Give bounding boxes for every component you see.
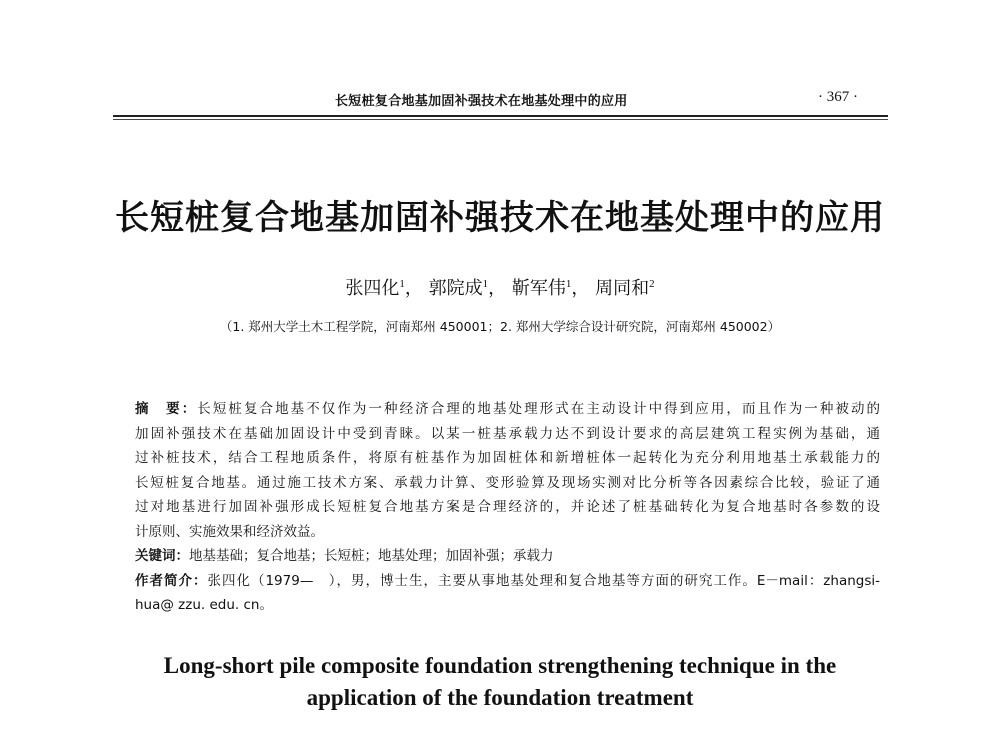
- author-bio-email: hua@ zzu. edu. cn。: [135, 597, 273, 613]
- english-title-line: Long-short pile composite foundation strengthening technique in the: [163, 653, 837, 678]
- abstract-line: 长短桩复合地基。通过施工技术方案、承载力计算、变形验算及现场实测对比分析等各因素综合比较，验证了通: [135, 474, 880, 491]
- header-rule-thin: [113, 119, 888, 120]
- abstract-line: 过对地基进行加固补强形成长短桩复合地基方案是合理经济的，并论述了桩基础转化为复合地基时各参数的设: [135, 499, 880, 515]
- author-bio-text: 张四化（1979— ），男，博士生，主要从事地基处理和复合地基等方面的研究工作。E－mail：zhangsi-: [207, 572, 880, 589]
- abstract-line: [135, 397, 880, 422]
- keywords: [135, 544, 880, 569]
- abstract-line: 过补桩技术，结合工程地质条件，将原有桩基作为加固桩体和新增桩体一起转化为充分利用地基土承载能力的: [135, 450, 880, 466]
- author-list: [0, 274, 1000, 300]
- english-title-line: application of the foundation treatment: [306, 685, 694, 710]
- abstract-line: 加固补强技术在基础加固设计中受到青睐。以某一桩基承载力达不到设计要求的高层建筑工程实例为基础，通: [135, 425, 880, 442]
- affiliation-mark: 2: [649, 278, 655, 290]
- abstract-label: 摘 要：: [135, 401, 198, 417]
- author: [429, 278, 507, 299]
- separator: ，: [404, 278, 423, 299]
- author-name: 周同和: [595, 278, 650, 299]
- author-name: 张四化: [345, 278, 400, 299]
- author-name: 靳军伟: [511, 278, 566, 299]
- affiliation-mark: 1: [399, 278, 405, 290]
- author: [512, 278, 590, 299]
- author-bio-label: 作者简介：: [135, 572, 208, 589]
- author: [595, 278, 655, 299]
- page-number: · 367 ·: [818, 89, 858, 105]
- author: [345, 278, 423, 299]
- header-rule: [113, 115, 888, 117]
- separator: ，: [571, 278, 590, 299]
- english-title: [0, 650, 1000, 714]
- abstract-text: 长短桩复合地基不仅作为一种经济合理的地基处理形式在主动设计中得到应用，而且作为一种被动的: [197, 401, 880, 417]
- affiliations: （1. 郑州大学土木工程学院，河南郑州 450001；2. 郑州大学综合设计研究院，河南郑州 450002）: [219, 319, 781, 334]
- affiliation-mark: 1: [565, 278, 572, 290]
- abstract-block: [135, 397, 880, 618]
- author-bio: [135, 569, 880, 594]
- affiliation-mark: 1: [482, 278, 489, 290]
- paper-title: 长短桩复合地基加固补强技术在地基处理中的应用: [115, 198, 885, 238]
- author-name: 郭院成: [428, 278, 483, 299]
- abstract-line: 计原则、实施效果和经济效益。: [135, 523, 324, 540]
- separator: ，: [488, 278, 507, 299]
- keywords-text: 地基基础；复合地基；长短桩；地基处理；加固补强；承载力: [189, 548, 554, 564]
- running-header: 长短桩复合地基加固补强技术在地基处理中的应用: [335, 94, 628, 109]
- keywords-label: 关键词：: [135, 548, 189, 564]
